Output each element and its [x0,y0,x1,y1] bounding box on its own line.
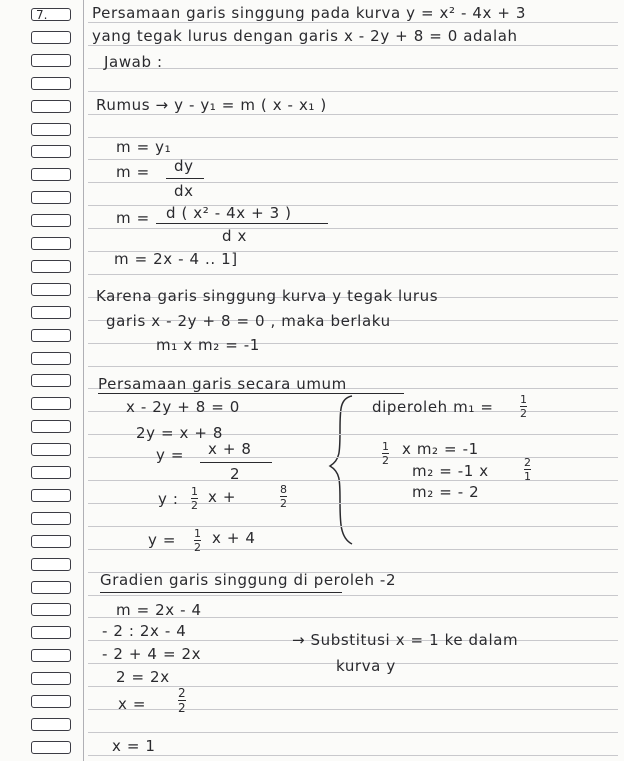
margin-box [31,718,71,731]
m-label-2: m = [116,209,150,227]
margin-checkboxes [0,0,88,761]
general-eq-3-num: x + 8 [208,440,252,458]
eq5-fraction [194,528,201,553]
margin-box [31,214,71,227]
eq4-fraction-1-num: 1 [191,485,198,498]
margin-box [31,512,71,525]
ruled-line [88,595,618,596]
ruled-line [88,274,618,275]
margin-box [31,145,71,158]
margin-box [31,626,71,639]
gradient-eq-5-den: 2 [178,701,186,715]
general-eq-5-rest: x + 4 [212,529,256,547]
eq4-fraction-1 [191,486,198,511]
dy-numerator: dy [174,157,194,175]
eq5-fraction-den: 2 [194,541,201,554]
dx-denominator: dx [174,182,194,200]
margin-box [31,443,71,456]
side-fraction-1 [520,394,527,419]
ruled-line [88,732,618,733]
ruled-line [88,686,618,687]
ruled-line [88,182,618,183]
ruled-line [88,91,618,92]
m-result: m = 2x - 4 .. 1] [114,250,238,268]
margin-box [31,581,71,594]
eq4-fraction-2 [280,484,287,509]
margin-box [31,306,71,319]
eq4-fraction-2-den: 2 [280,497,287,510]
ruled-line [88,68,618,69]
margin-box [31,649,71,662]
margin-box [31,329,71,342]
margin-box [31,489,71,502]
side-fraction-1-den: 2 [520,407,527,420]
eq4-fraction-1-den: 2 [191,499,198,512]
fraction-bar-dydx [166,178,204,179]
ruled-line [88,526,618,527]
margin-box [31,31,71,44]
question-line-1: Persamaan garis singgung pada kurva y = x² - 4x + 3 [92,4,527,22]
general-eq-5-lhs: y = [148,531,177,549]
ruled-line [88,709,618,710]
substitusi-note: → Substitusi x = 1 ke dalam [292,631,519,649]
margin-box [31,352,71,365]
perp-line-3: m₁ x m₂ = -1 [156,336,260,354]
ruled-line [88,45,618,46]
margin-box [31,535,71,548]
general-eq-1: x - 2y + 8 = 0 [126,398,240,416]
margin-box [31,374,71,387]
general-title: Persamaan garis secara umum [98,375,347,393]
answer-label: Jawab : [104,53,163,71]
gradient-eq-6: x = 1 [112,737,156,755]
brace-stroke [330,396,352,544]
side-line-2-rest: x m₂ = -1 [402,440,479,458]
general-eq-4-mid: x + [208,488,237,506]
question-number: 7. [36,8,48,22]
gradient-eq-1: m = 2x - 4 [116,601,202,619]
margin-box [31,603,71,616]
margin-box [31,191,71,204]
side-line-4: m₂ = - 2 [412,483,480,501]
general-eq-3-den: 2 [230,465,241,483]
gradient-eq-5-num: 2 [178,686,186,700]
side-fraction-3-num: 2 [524,456,531,469]
fraction-bar-derivative [156,223,328,224]
margin-box [31,741,71,754]
fraction-bar-eq3 [200,462,272,463]
eq4-fraction-2-num: 8 [280,483,287,496]
gradient-eq-5-fraction [178,687,186,714]
general-eq-4-lhs: y : [158,490,179,508]
gradient-eq-5-lhs: x = [118,695,147,713]
margin-box [31,123,71,136]
side-fraction-2-den: 2 [382,454,389,467]
side-line-3: m₂ = -1 x [412,462,489,480]
margin-box [31,695,71,708]
perp-line-2: garis x - 2y + 8 = 0 , maka berlaku [106,312,391,330]
derivative-numerator: d ( x² - 4x + 3 ) [166,204,292,222]
ruled-line [88,228,618,229]
side-fraction-2-num: 1 [382,440,389,453]
rumus-line: Rumus → y - y₁ = m ( x - x₁ ) [96,96,327,114]
margin-box [31,237,71,250]
derivative-dx: d x [222,227,247,245]
m-equals-y1: m = y₁ [116,138,172,156]
margin-box [31,420,71,433]
m-label-1: m = [116,163,150,181]
gradient-title: Gradien garis singgung di peroleh -2 [100,571,397,589]
margin-box [31,168,71,181]
margin-line [83,0,84,761]
general-eq-3-lhs: y = [156,446,185,464]
ruled-line [88,755,618,756]
margin-box [31,100,71,113]
margin-box [31,397,71,410]
margin-box [31,672,71,685]
margin-box [31,558,71,571]
margin-box [31,54,71,67]
ruled-line [88,159,618,160]
margin-box [31,260,71,273]
general-eq-2: 2y = x + 8 [136,424,224,442]
substitusi-note-2: kurva y [336,657,396,675]
side-fraction-2 [382,441,389,466]
ruled-line [88,22,618,23]
side-fraction-1-num: 1 [520,393,527,406]
general-title-underline [98,393,404,394]
gradient-eq-4: 2 = 2x [116,668,170,686]
gradient-title-underline [100,592,342,593]
side-fraction-3 [524,457,531,482]
side-fraction-3-den: 1 [524,470,531,483]
side-line-1: diperoleh m₁ = [372,398,494,416]
gradient-eq-3: - 2 + 4 = 2x [102,645,202,663]
gradient-eq-2: - 2 : 2x - 4 [102,622,187,640]
ruled-line [88,366,618,367]
perp-line-1: Karena garis singgung kurva y tegak lurus [96,287,439,305]
margin-box [31,77,71,90]
margin-box [31,283,71,296]
question-line-2: yang tegak lurus dengan garis x - 2y + 8 = 0 adalah [92,27,518,45]
eq5-fraction-num: 1 [194,527,201,540]
margin-box [31,466,71,479]
ruled-line [88,480,618,481]
